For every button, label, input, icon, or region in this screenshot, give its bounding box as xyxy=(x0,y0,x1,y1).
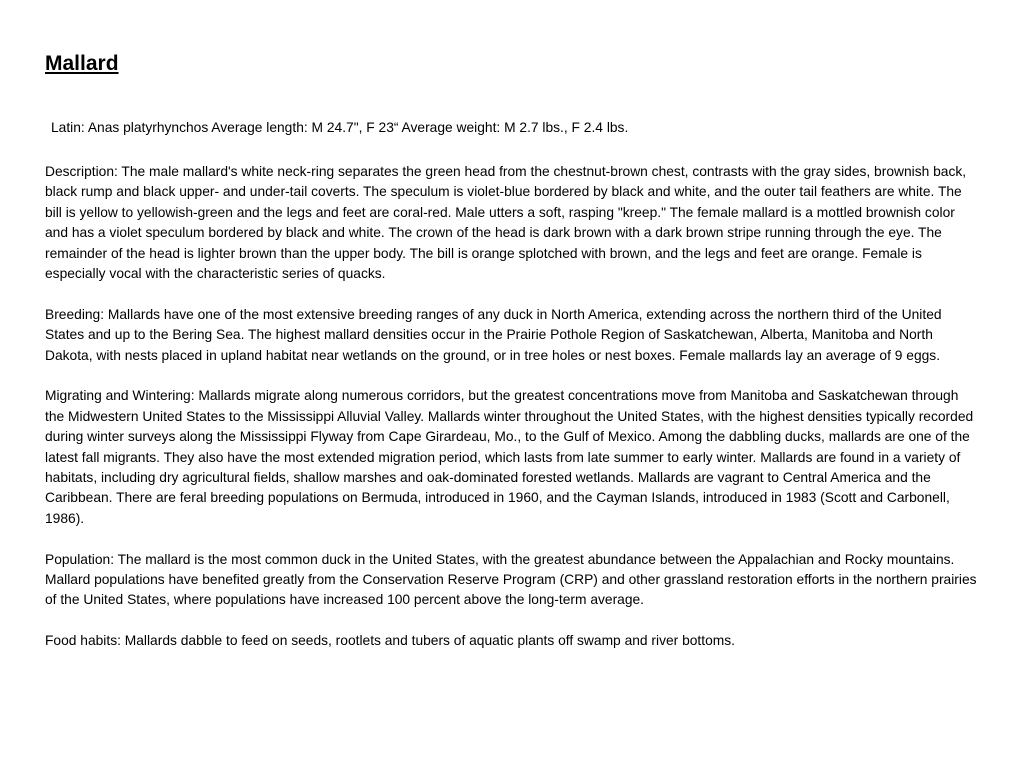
breeding-paragraph: Breeding: Mallards have one of the most extensive breeding ranges of any duck in North America, extending across the northern third of the United States and up to the Bering Sea. The highest mallard densities occur in the Prairie Pothole Region of Saskatchewan, Alberta, Manitoba and North Dakota, with nests placed in upland habitat near wetlands on the ground, or in tree holes or nest boxes. Female mallards lay an average of 9 eggs. xyxy=(45,306,942,363)
population-paragraph: Population: The mallard is the most common duck in the United States, with the greatest abundance between the Appalachian and Rocky mountains. Mallard populations have benefited greatly from the Conservation Reserve Program (CRP) and other grassland restoration efforts in the northern prairies of the United States, where populations have increased 100 percent above the long-term average. xyxy=(45,551,977,608)
description-paragraph: Description: The male mallard's white neck-ring separates the green head from the chestnut-brown chest, contrasts with the gray sides, brownish back, black rump and black upper- and under-tail coverts. The speculum is violet-blue bordered by black and white, and the outer tail feathers are white. The bill is yellow to yellowish-green and the legs and feet are coral-red. Male utters a soft, rasping "kreep." The female mallard is a mottled brownish color and has a violet speculum bordered by black and white. The crown of the head is dark brown with a dark brown stripe running through the eye. The remainder of the head is lighter brown than the upper body. The bill is orange splotched with brown, and the legs and feet are orange. Female is especially vocal with the characteristic series of quacks. xyxy=(45,164,967,282)
body-text xyxy=(45,162,980,672)
food-habits-paragraph: Food habits: Mallards dabble to feed on seeds, rootlets and tubers of aquatic plants off swamp and river bottoms. xyxy=(45,633,735,649)
latin-info-line: Latin: Anas platyrhynchos Average length: M 24.7", F 23“ Average weight: M 2.7 lbs., F 2.4 lbs. xyxy=(51,120,629,135)
migrating-wintering-paragraph: Migrating and Wintering: Mallards migrate along numerous corridors, but the greatest concentrations move from Manitoba and Saskatchewan through the Midwestern United States to the Mississippi Alluvial Valley. Mallards winter throughout the United States, with the highest densities typically recorded during winter surveys along the Mississippi Flyway from Cape Girardeau, Mo., to the Gulf of Mexico. Among the dabbling ducks, mallards are one of the latest fall migrants. They also have the most extended migration period, which lasts from late summer to early winter. Mallards are found in a variety of habitats, including dry agricultural fields, shallow marshes and oak-dominated forested wetlands. Mallards are vagrant to Central America and the Caribbean. There are feral breeding populations on Bermuda, introduced in 1960, and the Cayman Islands, introduced in 1983 (Scott and Carbonell, 1986). xyxy=(45,388,974,526)
page-title: Mallard xyxy=(45,52,119,75)
